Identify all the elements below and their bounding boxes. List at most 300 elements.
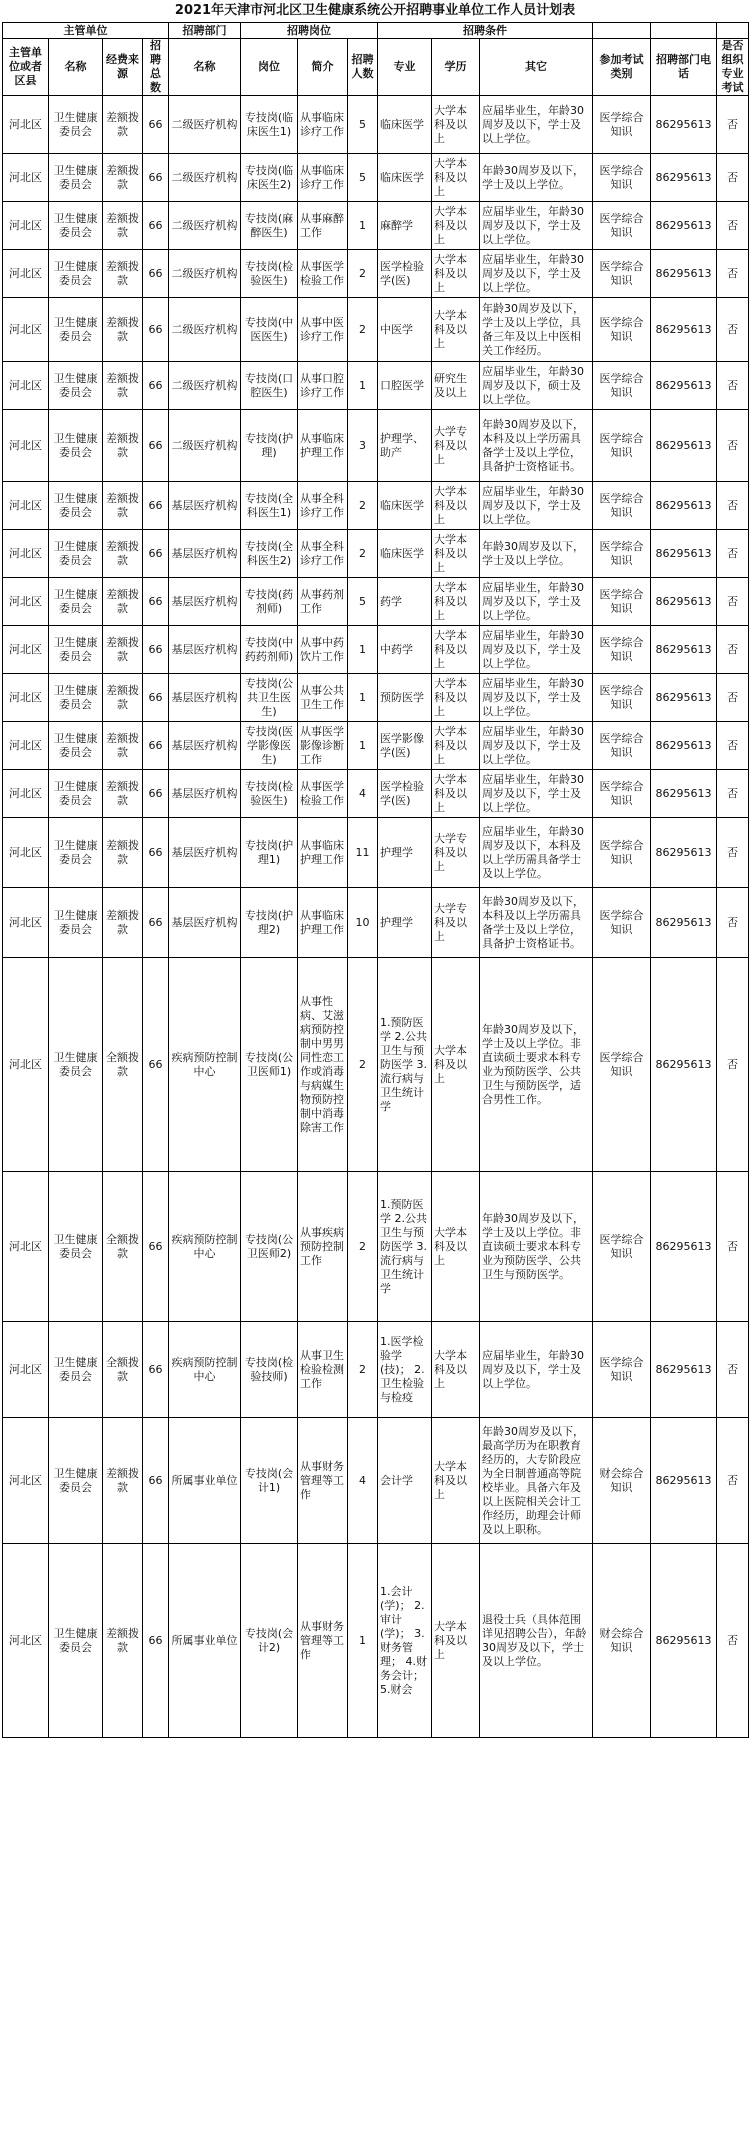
post-intro-cell: 从事临床护理工作 — [298, 410, 348, 482]
fund-source-cell: 差额拨款 — [103, 1544, 143, 1738]
dept-name-cell: 二级医疗机构 — [169, 96, 241, 154]
group-header-dept: 招聘部门 — [169, 23, 241, 39]
group-header-blank — [593, 23, 651, 39]
area-cell: 河北区 — [3, 578, 49, 626]
education-cell: 大学本科及以上 — [432, 1322, 480, 1418]
fund-source-cell: 差额拨款 — [103, 298, 143, 362]
col-header: 简介 — [298, 39, 348, 96]
phone-cell: 86295613 — [651, 626, 717, 674]
phone-cell: 86295613 — [651, 770, 717, 818]
table-row — [3, 958, 749, 1172]
fund-source-cell: 差额拨款 — [103, 888, 143, 958]
post-intro-cell: 从事全科诊疗工作 — [298, 482, 348, 530]
table-row — [3, 362, 749, 410]
phone-cell: 86295613 — [651, 362, 717, 410]
other-requirements-cell: 应届毕业生，年龄30周岁及以下，学士及以上学位。 — [480, 722, 593, 770]
total-count-cell: 66 — [143, 154, 169, 202]
total-count-cell: 66 — [143, 250, 169, 298]
phone-cell: 86295613 — [651, 154, 717, 202]
professional-test-cell: 否 — [717, 626, 749, 674]
col-header: 是否组织专业考试 — [717, 39, 749, 96]
hire-count-cell: 5 — [348, 96, 378, 154]
table-row — [3, 410, 749, 482]
education-cell: 研究生及以上 — [432, 362, 480, 410]
dept-name-cell: 二级医疗机构 — [169, 250, 241, 298]
total-count-cell: 66 — [143, 362, 169, 410]
fund-source-cell: 全额拨款 — [103, 958, 143, 1172]
unit-name-cell: 卫生健康委员会 — [49, 722, 103, 770]
table-row — [3, 674, 749, 722]
other-requirements-cell: 年龄30周岁及以下，学士及以上学位，具备三年及以上中医相关工作经历。 — [480, 298, 593, 362]
other-requirements-cell: 年龄30周岁及以下，本科及以上学历需具备学士及以上学位，具备护士资格证书。 — [480, 888, 593, 958]
dept-name-cell: 二级医疗机构 — [169, 362, 241, 410]
major-cell: 1.预防医学 2.公共卫生与预防医学 3.流行病与卫生统计学 — [378, 1172, 432, 1322]
total-count-cell: 66 — [143, 1544, 169, 1738]
area-cell: 河北区 — [3, 770, 49, 818]
area-cell: 河北区 — [3, 202, 49, 250]
education-cell: 大学本科及以上 — [432, 722, 480, 770]
other-requirements-cell: 应届毕业生，年龄30周岁及以下，学士及以上学位。 — [480, 250, 593, 298]
other-requirements-cell: 应届毕业生，年龄30周岁及以下，学士及以上学位。 — [480, 96, 593, 154]
other-requirements-cell: 应届毕业生，年龄30周岁及以下，学士及以上学位。 — [480, 578, 593, 626]
exam-category-cell: 医学综合知识 — [593, 958, 651, 1172]
professional-test-cell: 否 — [717, 202, 749, 250]
education-cell: 大学本科及以上 — [432, 96, 480, 154]
hire-count-cell: 2 — [348, 1322, 378, 1418]
total-count-cell: 66 — [143, 1322, 169, 1418]
other-requirements-cell: 年龄30周岁及以下，学士及以上学位。非直读硕士要求本科专业为预防医学、公共卫生与预防医学。 — [480, 1172, 593, 1322]
education-cell: 大学本科及以上 — [432, 1544, 480, 1738]
phone-cell: 86295613 — [651, 482, 717, 530]
area-cell: 河北区 — [3, 1172, 49, 1322]
major-cell: 护理学 — [378, 888, 432, 958]
total-count-cell: 66 — [143, 1418, 169, 1544]
professional-test-cell: 否 — [717, 410, 749, 482]
unit-name-cell: 卫生健康委员会 — [49, 482, 103, 530]
professional-test-cell: 否 — [717, 1418, 749, 1544]
group-header-blank — [651, 23, 717, 39]
professional-test-cell: 否 — [717, 1322, 749, 1418]
post-intro-cell: 从事全科诊疗工作 — [298, 530, 348, 578]
hire-count-cell: 5 — [348, 154, 378, 202]
professional-test-cell: 否 — [717, 958, 749, 1172]
area-cell: 河北区 — [3, 722, 49, 770]
col-header: 名称 — [169, 39, 241, 96]
hire-count-cell: 2 — [348, 298, 378, 362]
professional-test-cell: 否 — [717, 818, 749, 888]
major-cell: 临床医学 — [378, 96, 432, 154]
fund-source-cell: 差额拨款 — [103, 770, 143, 818]
area-cell: 河北区 — [3, 362, 49, 410]
hire-count-cell: 1 — [348, 626, 378, 674]
education-cell: 大学专科及以上 — [432, 888, 480, 958]
area-cell: 河北区 — [3, 818, 49, 888]
table-row — [3, 818, 749, 888]
area-cell: 河北区 — [3, 482, 49, 530]
col-header: 专业 — [378, 39, 432, 96]
unit-name-cell: 卫生健康委员会 — [49, 298, 103, 362]
post-intro-cell: 从事医学影像诊断工作 — [298, 722, 348, 770]
post-name-cell: 专技岗(临床医生1) — [241, 96, 298, 154]
exam-category-cell: 医学综合知识 — [593, 250, 651, 298]
table-row — [3, 202, 749, 250]
major-cell: 1.预防医学 2.公共卫生与预防医学 3.流行病与卫生统计学 — [378, 958, 432, 1172]
other-requirements-cell: 应届毕业生，年龄30周岁及以下，学士及以上学位。 — [480, 626, 593, 674]
table-row — [3, 888, 749, 958]
document-title: 2021年天津市河北区卫生健康系统公开招聘事业单位工作人员计划表 — [174, 3, 576, 18]
area-cell: 河北区 — [3, 1418, 49, 1544]
exam-category-cell: 医学综合知识 — [593, 530, 651, 578]
area-cell: 河北区 — [3, 626, 49, 674]
major-cell: 口腔医学 — [378, 362, 432, 410]
major-cell: 医学检验学(医) — [378, 250, 432, 298]
post-name-cell: 专技岗(会计1) — [241, 1418, 298, 1544]
phone-cell: 86295613 — [651, 958, 717, 1172]
area-cell: 河北区 — [3, 96, 49, 154]
col-header: 名称 — [49, 39, 103, 96]
fund-source-cell: 全额拨款 — [103, 1322, 143, 1418]
table-body — [3, 96, 749, 1738]
total-count-cell: 66 — [143, 1172, 169, 1322]
other-requirements-cell: 应届毕业生，年龄30周岁及以下，学士及以上学位。 — [480, 482, 593, 530]
phone-cell: 86295613 — [651, 1172, 717, 1322]
phone-cell: 86295613 — [651, 818, 717, 888]
post-intro-cell: 从事临床护理工作 — [298, 888, 348, 958]
dept-name-cell: 基层医疗机构 — [169, 626, 241, 674]
exam-category-cell: 医学综合知识 — [593, 818, 651, 888]
education-cell: 大学本科及以上 — [432, 250, 480, 298]
education-cell: 大学本科及以上 — [432, 674, 480, 722]
fund-source-cell: 全额拨款 — [103, 1172, 143, 1322]
post-name-cell: 专技岗(全科医生1) — [241, 482, 298, 530]
post-intro-cell: 从事医学检验工作 — [298, 250, 348, 298]
phone-cell: 86295613 — [651, 202, 717, 250]
dept-name-cell: 基层医疗机构 — [169, 674, 241, 722]
total-count-cell: 66 — [143, 674, 169, 722]
area-cell: 河北区 — [3, 250, 49, 298]
fund-source-cell: 差额拨款 — [103, 722, 143, 770]
phone-cell: 86295613 — [651, 722, 717, 770]
col-header: 招聘总数 — [143, 39, 169, 96]
fund-source-cell: 差额拨款 — [103, 482, 143, 530]
exam-category-cell: 医学综合知识 — [593, 888, 651, 958]
area-cell: 河北区 — [3, 298, 49, 362]
post-intro-cell: 从事临床诊疗工作 — [298, 154, 348, 202]
unit-name-cell: 卫生健康委员会 — [49, 250, 103, 298]
col-header: 招聘部门电话 — [651, 39, 717, 96]
professional-test-cell: 否 — [717, 362, 749, 410]
post-name-cell: 专技岗(会计2) — [241, 1544, 298, 1738]
professional-test-cell: 否 — [717, 1172, 749, 1322]
group-header-post: 招聘岗位 — [241, 23, 378, 39]
hire-count-cell: 2 — [348, 958, 378, 1172]
other-requirements-cell: 应届毕业生，年龄30周岁及以下，学士及以上学位。 — [480, 1322, 593, 1418]
unit-name-cell: 卫生健康委员会 — [49, 530, 103, 578]
fund-source-cell: 差额拨款 — [103, 1418, 143, 1544]
education-cell: 大学本科及以上 — [432, 482, 480, 530]
education-cell: 大学本科及以上 — [432, 626, 480, 674]
phone-cell: 86295613 — [651, 530, 717, 578]
exam-category-cell: 财会综合知识 — [593, 1418, 651, 1544]
major-cell: 药学 — [378, 578, 432, 626]
table-row — [3, 154, 749, 202]
hire-count-cell: 2 — [348, 482, 378, 530]
fund-source-cell: 差额拨款 — [103, 202, 143, 250]
post-name-cell: 专技岗(护理) — [241, 410, 298, 482]
professional-test-cell: 否 — [717, 578, 749, 626]
exam-category-cell: 医学综合知识 — [593, 722, 651, 770]
unit-name-cell: 卫生健康委员会 — [49, 674, 103, 722]
unit-name-cell: 卫生健康委员会 — [49, 96, 103, 154]
education-cell: 大学本科及以上 — [432, 578, 480, 626]
col-header: 学历 — [432, 39, 480, 96]
dept-name-cell: 所属事业单位 — [169, 1418, 241, 1544]
fund-source-cell: 差额拨款 — [103, 818, 143, 888]
area-cell: 河北区 — [3, 410, 49, 482]
unit-name-cell: 卫生健康委员会 — [49, 1418, 103, 1544]
hire-count-cell: 5 — [348, 578, 378, 626]
dept-name-cell: 疾病预防控制中心 — [169, 958, 241, 1172]
area-cell: 河北区 — [3, 154, 49, 202]
area-cell: 河北区 — [3, 958, 49, 1172]
total-count-cell: 66 — [143, 888, 169, 958]
post-name-cell: 专技岗(检验技师) — [241, 1322, 298, 1418]
area-cell: 河北区 — [3, 888, 49, 958]
dept-name-cell: 二级医疗机构 — [169, 154, 241, 202]
dept-name-cell: 二级医疗机构 — [169, 202, 241, 250]
hire-count-cell: 10 — [348, 888, 378, 958]
dept-name-cell: 疾病预防控制中心 — [169, 1172, 241, 1322]
post-name-cell: 专技岗(中药药剂师) — [241, 626, 298, 674]
hire-count-cell: 2 — [348, 1172, 378, 1322]
professional-test-cell: 否 — [717, 154, 749, 202]
total-count-cell: 66 — [143, 722, 169, 770]
table-row — [3, 1172, 749, 1322]
total-count-cell: 66 — [143, 96, 169, 154]
fund-source-cell: 差额拨款 — [103, 154, 143, 202]
total-count-cell: 66 — [143, 770, 169, 818]
area-cell: 河北区 — [3, 530, 49, 578]
table-row — [3, 770, 749, 818]
total-count-cell: 66 — [143, 298, 169, 362]
exam-category-cell: 医学综合知识 — [593, 410, 651, 482]
table-row — [3, 626, 749, 674]
other-requirements-cell: 年龄30周岁及以下，学士及以上学位。 — [480, 154, 593, 202]
dept-name-cell: 二级医疗机构 — [169, 298, 241, 362]
post-name-cell: 专技岗(检验医生) — [241, 250, 298, 298]
post-name-cell: 专技岗(医学影像医生) — [241, 722, 298, 770]
major-cell: 1.会计(学)； 2.审计(学)； 3.财务管理； 4.财务会计； 5.财会 — [378, 1544, 432, 1738]
education-cell: 大学本科及以上 — [432, 1418, 480, 1544]
post-name-cell: 专技岗(中医医生) — [241, 298, 298, 362]
hire-count-cell: 2 — [348, 250, 378, 298]
col-header: 招聘人数 — [348, 39, 378, 96]
other-requirements-cell: 应届毕业生，年龄30周岁及以下，学士及以上学位。 — [480, 770, 593, 818]
exam-category-cell: 医学综合知识 — [593, 578, 651, 626]
education-cell: 大学本科及以上 — [432, 958, 480, 1172]
professional-test-cell: 否 — [717, 482, 749, 530]
major-cell: 1.医学检验学(技)； 2.卫生检验与检疫 — [378, 1322, 432, 1418]
fund-source-cell: 差额拨款 — [103, 96, 143, 154]
major-cell: 护理学 — [378, 818, 432, 888]
other-requirements-cell: 应届毕业生，年龄30周岁及以下，学士及以上学位。 — [480, 202, 593, 250]
post-intro-cell: 从事临床诊疗工作 — [298, 96, 348, 154]
major-cell: 医学检验学(医) — [378, 770, 432, 818]
exam-category-cell: 医学综合知识 — [593, 482, 651, 530]
education-cell: 大学本科及以上 — [432, 1172, 480, 1322]
post-intro-cell: 从事医学检验工作 — [298, 770, 348, 818]
hire-count-cell: 1 — [348, 362, 378, 410]
unit-name-cell: 卫生健康委员会 — [49, 1544, 103, 1738]
phone-cell: 86295613 — [651, 674, 717, 722]
dept-name-cell: 疾病预防控制中心 — [169, 1322, 241, 1418]
post-intro-cell: 从事财务管理等工作 — [298, 1544, 348, 1738]
col-header: 主管单位或者区县 — [3, 39, 49, 96]
hire-count-cell: 1 — [348, 674, 378, 722]
unit-name-cell: 卫生健康委员会 — [49, 888, 103, 958]
table-row — [3, 96, 749, 154]
exam-category-cell: 医学综合知识 — [593, 770, 651, 818]
total-count-cell: 66 — [143, 958, 169, 1172]
unit-name-cell: 卫生健康委员会 — [49, 154, 103, 202]
exam-category-cell: 医学综合知识 — [593, 674, 651, 722]
education-cell: 大学本科及以上 — [432, 154, 480, 202]
exam-category-cell: 医学综合知识 — [593, 298, 651, 362]
total-count-cell: 66 — [143, 202, 169, 250]
group-header-unit: 主管单位 — [3, 23, 169, 39]
total-count-cell: 66 — [143, 530, 169, 578]
exam-category-cell: 医学综合知识 — [593, 202, 651, 250]
hire-count-cell: 4 — [348, 770, 378, 818]
post-name-cell: 专技岗(麻醉医生) — [241, 202, 298, 250]
post-intro-cell: 从事财务管理等工作 — [298, 1418, 348, 1544]
major-cell: 麻醉学 — [378, 202, 432, 250]
total-count-cell: 66 — [143, 410, 169, 482]
fund-source-cell: 差额拨款 — [103, 362, 143, 410]
other-requirements-cell: 年龄30周岁及以下，本科及以上学历需具备学士及以上学位，具备护士资格证书。 — [480, 410, 593, 482]
major-cell: 临床医学 — [378, 154, 432, 202]
unit-name-cell: 卫生健康委员会 — [49, 1322, 103, 1418]
unit-name-cell: 卫生健康委员会 — [49, 410, 103, 482]
other-requirements-cell: 退役士兵（具体范围详见招聘公告），年龄30周岁及以下，学士及以上学位。 — [480, 1544, 593, 1738]
post-name-cell: 专技岗(公卫医师2) — [241, 1172, 298, 1322]
fund-source-cell: 差额拨款 — [103, 410, 143, 482]
dept-name-cell: 基层医疗机构 — [169, 578, 241, 626]
exam-category-cell: 医学综合知识 — [593, 96, 651, 154]
area-cell: 河北区 — [3, 1322, 49, 1418]
group-header-condition: 招聘条件 — [378, 23, 593, 39]
major-cell: 临床医学 — [378, 482, 432, 530]
dept-name-cell: 二级医疗机构 — [169, 410, 241, 482]
post-name-cell: 专技岗(临床医生2) — [241, 154, 298, 202]
professional-test-cell: 否 — [717, 1544, 749, 1738]
post-intro-cell: 从事临床护理工作 — [298, 818, 348, 888]
total-count-cell: 66 — [143, 482, 169, 530]
major-cell: 护理学、助产 — [378, 410, 432, 482]
major-cell: 临床医学 — [378, 530, 432, 578]
hire-count-cell: 4 — [348, 1418, 378, 1544]
total-count-cell: 66 — [143, 578, 169, 626]
unit-name-cell: 卫生健康委员会 — [49, 1172, 103, 1322]
exam-category-cell: 医学综合知识 — [593, 362, 651, 410]
education-cell: 大学本科及以上 — [432, 202, 480, 250]
other-requirements-cell: 应届毕业生，年龄30周岁及以下，硕士及以上学位。 — [480, 362, 593, 410]
dept-name-cell: 基层医疗机构 — [169, 530, 241, 578]
col-header: 岗位 — [241, 39, 298, 96]
major-cell: 医学影像学(医) — [378, 722, 432, 770]
post-name-cell: 专技岗(护理1) — [241, 818, 298, 888]
recruitment-plan-table — [2, 22, 749, 1738]
education-cell: 大学专科及以上 — [432, 818, 480, 888]
post-intro-cell: 从事药剂工作 — [298, 578, 348, 626]
unit-name-cell: 卫生健康委员会 — [49, 362, 103, 410]
post-intro-cell: 从事中医诊疗工作 — [298, 298, 348, 362]
professional-test-cell: 否 — [717, 298, 749, 362]
education-cell: 大学本科及以上 — [432, 530, 480, 578]
education-cell: 大学专科及以上 — [432, 410, 480, 482]
other-requirements-cell: 应届毕业生，年龄30周岁及以下，学士及以上学位。 — [480, 674, 593, 722]
post-name-cell: 专技岗(全科医生2) — [241, 530, 298, 578]
dept-name-cell: 基层医疗机构 — [169, 888, 241, 958]
fund-source-cell: 差额拨款 — [103, 626, 143, 674]
phone-cell: 86295613 — [651, 1418, 717, 1544]
table-row — [3, 298, 749, 362]
phone-cell: 86295613 — [651, 250, 717, 298]
post-intro-cell: 从事卫生检验检测工作 — [298, 1322, 348, 1418]
post-name-cell: 专技岗(公卫医师1) — [241, 958, 298, 1172]
major-cell: 预防医学 — [378, 674, 432, 722]
other-requirements-cell: 年龄30周岁及以下，学士及以上学位。非直读硕士要求本科专业为预防医学、公共卫生与预防医学，适合男性工作。 — [480, 958, 593, 1172]
professional-test-cell: 否 — [717, 722, 749, 770]
fund-source-cell: 差额拨款 — [103, 250, 143, 298]
professional-test-cell: 否 — [717, 250, 749, 298]
group-header-blank — [717, 23, 749, 39]
table-row — [3, 482, 749, 530]
fund-source-cell: 差额拨款 — [103, 578, 143, 626]
phone-cell: 86295613 — [651, 298, 717, 362]
hire-count-cell: 2 — [348, 530, 378, 578]
professional-test-cell: 否 — [717, 674, 749, 722]
major-cell: 会计学 — [378, 1418, 432, 1544]
other-requirements-cell: 年龄30周岁及以下，最高学历为在职教育经历的，大专阶段应为全日制普通高等院校毕业。具备六年及以上医院相关会计工作经历，助理会计师及以上职称。 — [480, 1418, 593, 1544]
post-name-cell: 专技岗(公共卫生医生) — [241, 674, 298, 722]
phone-cell: 86295613 — [651, 410, 717, 482]
dept-name-cell: 基层医疗机构 — [169, 770, 241, 818]
table-row — [3, 722, 749, 770]
post-intro-cell: 从事疾病预防控制工作 — [298, 1172, 348, 1322]
area-cell: 河北区 — [3, 674, 49, 722]
post-name-cell: 专技岗(护理2) — [241, 888, 298, 958]
table-row — [3, 250, 749, 298]
table-row — [3, 1322, 749, 1418]
unit-name-cell: 卫生健康委员会 — [49, 818, 103, 888]
professional-test-cell: 否 — [717, 530, 749, 578]
unit-name-cell: 卫生健康委员会 — [49, 626, 103, 674]
unit-name-cell: 卫生健康委员会 — [49, 770, 103, 818]
phone-cell: 86295613 — [651, 1544, 717, 1738]
unit-name-cell: 卫生健康委员会 — [49, 578, 103, 626]
exam-category-cell: 医学综合知识 — [593, 1322, 651, 1418]
professional-test-cell: 否 — [717, 96, 749, 154]
education-cell: 大学本科及以上 — [432, 770, 480, 818]
fund-source-cell: 差额拨款 — [103, 530, 143, 578]
hire-count-cell: 11 — [348, 818, 378, 888]
phone-cell: 86295613 — [651, 96, 717, 154]
col-header: 其它 — [480, 39, 593, 96]
unit-name-cell: 卫生健康委员会 — [49, 958, 103, 1172]
major-cell: 中药学 — [378, 626, 432, 674]
unit-name-cell: 卫生健康委员会 — [49, 202, 103, 250]
